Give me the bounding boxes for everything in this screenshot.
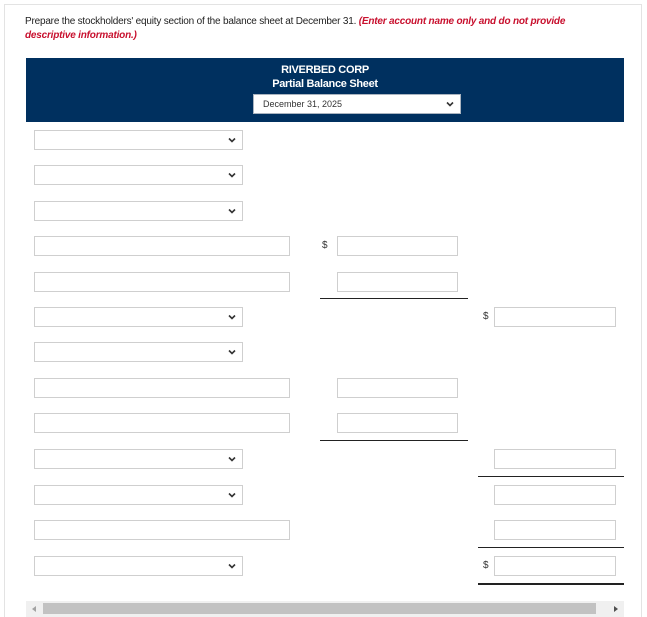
arrow-right-icon[interactable]	[614, 606, 618, 612]
date-select[interactable]	[253, 94, 461, 114]
account-select-2[interactable]	[34, 165, 243, 185]
chevron-down-icon	[446, 100, 454, 108]
statement-header	[26, 58, 624, 122]
chevron-down-icon	[228, 348, 236, 356]
company-name: RIVERBED CORP	[281, 64, 369, 76]
arrow-left-icon[interactable]	[32, 606, 36, 612]
chevron-down-icon	[228, 562, 236, 570]
currency-symbol: $	[322, 240, 328, 251]
amount-input-4[interactable]	[337, 413, 458, 433]
account-select-4[interactable]	[34, 307, 243, 327]
total-input-2[interactable]	[494, 449, 616, 469]
statement-title: Partial Balance Sheet	[272, 78, 378, 90]
currency-symbol: $	[483, 560, 489, 571]
grand-total-input[interactable]	[494, 556, 616, 576]
date-select-value: December 31, 2025	[263, 99, 343, 109]
account-select-7[interactable]	[34, 485, 243, 505]
account-select-5[interactable]	[34, 342, 243, 362]
account-text-5[interactable]	[34, 520, 290, 540]
account-text-2[interactable]	[34, 272, 290, 292]
account-text-1[interactable]	[34, 236, 290, 256]
instructions	[25, 15, 615, 43]
chevron-down-icon	[228, 171, 236, 179]
subtotal-rule-1	[320, 298, 468, 299]
chevron-down-icon	[228, 491, 236, 499]
account-text-4[interactable]	[34, 413, 290, 433]
total-input-3[interactable]	[494, 485, 616, 505]
scroll-thumb[interactable]	[43, 603, 596, 614]
chevron-down-icon	[228, 455, 236, 463]
total-input-4[interactable]	[494, 520, 616, 540]
subtotal-rule-4	[478, 547, 624, 548]
account-select-1[interactable]	[34, 130, 243, 150]
amount-input-1[interactable]	[337, 236, 458, 256]
chevron-down-icon	[228, 313, 236, 321]
instructions-hint: (Enter account name only and do not provide descriptive information.)	[25, 16, 566, 41]
account-select-6[interactable]	[34, 449, 243, 469]
subtotal-rule-2	[320, 440, 468, 441]
amount-input-2[interactable]	[337, 272, 458, 292]
amount-input-3[interactable]	[337, 378, 458, 398]
account-select-8[interactable]	[34, 556, 243, 576]
chevron-down-icon	[228, 136, 236, 144]
horizontal-scrollbar[interactable]	[26, 601, 624, 617]
account-select-3[interactable]	[34, 201, 243, 221]
instructions-text: Prepare the stockholders' equity section of the balance sheet at December 31.	[25, 16, 357, 27]
total-input-1[interactable]	[494, 307, 616, 327]
subtotal-rule-3	[478, 476, 624, 477]
chevron-down-icon	[228, 207, 236, 215]
double-rule	[478, 583, 624, 585]
account-text-3[interactable]	[34, 378, 290, 398]
currency-symbol: $	[483, 311, 489, 322]
